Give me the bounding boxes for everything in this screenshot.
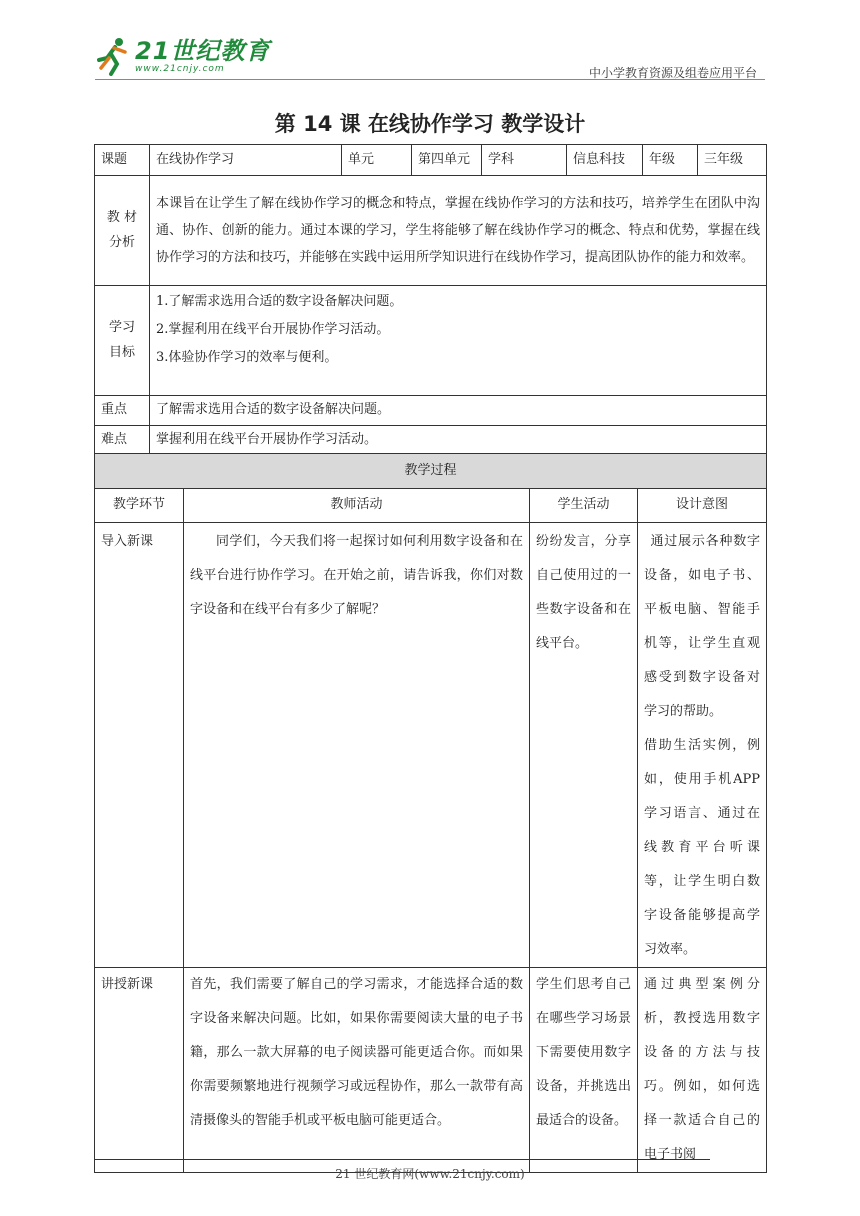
header-stage: 教学环节 <box>95 489 184 523</box>
header-student: 学生活动 <box>530 489 638 523</box>
intent-cell: 通过典型案例分析，教授选用数字设备的方法与技巧。例如，如何选择一款适合自己的电子书阅 <box>638 968 767 1173</box>
footer-text: 21 世纪教育网(www.21cnjy.com) <box>335 1167 525 1181</box>
unit-value: 第四单元 <box>412 145 482 176</box>
logo-text: 21世纪教育 <box>135 36 271 65</box>
topic-value: 在线协作学习 <box>150 145 342 176</box>
logo <box>95 34 270 78</box>
student-cell: 纷纷发言，分享自己使用过的一些数字设备和在线平台。 <box>530 523 638 968</box>
intent-cell: 通过展示各种数字设备，如电子书、平板电脑、智能手机等，让学生直观感受到数字设备对学习的帮助。 借助生活实例，例如，使用手机APP学习语言、通过在线教育平台听课等，让学生明白数字设备能够提高学习效率。 <box>638 523 767 968</box>
process-title: 教学过程 <box>95 454 767 489</box>
difficulty-text: 掌握利用在线平台开展协作学习活动。 <box>150 426 767 455</box>
logo-url: www.21cnjy.com <box>135 63 225 74</box>
document-title: 第 14 课 在线协作学习 教学设计 <box>274 112 586 136</box>
footer-divider <box>95 1159 710 1160</box>
header-divider <box>95 79 765 80</box>
info-table <box>94 144 767 455</box>
grade-value: 三年级 <box>698 145 767 176</box>
process-table <box>94 453 767 1173</box>
unit-label: 单元 <box>342 145 412 176</box>
header-teacher: 教师活动 <box>184 489 530 523</box>
key-point-text: 了解需求选用合适的数字设备解决问题。 <box>150 396 767 426</box>
subject-value: 信息科技 <box>567 145 643 176</box>
stage-cell: 讲授新课 <box>95 968 184 1173</box>
topic-label: 课题 <box>95 145 150 176</box>
stage-cell: 导入新课 <box>95 523 184 968</box>
runner-logo-icon <box>95 36 131 76</box>
teacher-cell: 首先，我们需要了解自己的学习需求，才能选择合适的数字设备来解决问题。比如，如果你需要阅读大量的电子书籍，那么一款大屏幕的电子阅读器可能更适合你。而如果你需要频繁地进行视频学习或远程协作，那么一款带有高清摄像头的智能手机或平板电脑可能更适合。 <box>184 968 530 1173</box>
student-cell: 学生们思考自己在哪些学习场景下需要使用数字设备，并挑选出最适合的设备。 <box>530 968 638 1173</box>
analysis-text: 本课旨在让学生了解在线协作学习的概念和特点，掌握在线协作学习的方法和技巧，培养学生在团队中沟通、协作、创新的能力。通过本课的学习，学生将能够了解在线协作学习的概念、特点和优势，掌握在线协作学习的方法和技巧，并能够在实践中运用所学知识进行在线协作学习，提高团队协作的能力和效率。 <box>150 176 767 286</box>
header-intent: 设计意图 <box>638 489 767 523</box>
analysis-label: 教 材 分析 <box>95 176 150 286</box>
subject-label: 学科 <box>482 145 567 176</box>
page-header <box>95 30 765 80</box>
key-point-label: 重点 <box>95 396 150 426</box>
difficulty-label: 难点 <box>95 426 150 455</box>
platform-name: 中小学教育资源及组卷应用平台 <box>588 66 757 80</box>
table-row <box>95 523 767 968</box>
grade-label: 年级 <box>643 145 698 176</box>
goals-list <box>150 286 767 396</box>
goal-item: 1.了解需求选用合适的数字设备解决问题。 <box>156 294 403 309</box>
goal-item: 3.体验协作学习的效率与便利。 <box>156 350 338 365</box>
table-row <box>95 968 767 1173</box>
goal-item: 2.掌握利用在线平台开展协作学习活动。 <box>156 322 390 337</box>
teacher-cell: 同学们，今天我们将一起探讨如何利用数字设备和在线平台进行协作学习。在开始之前，请告诉我，你们对数字设备和在线平台有多少了解呢？ <box>184 523 530 968</box>
goals-label: 学习 目标 <box>95 286 150 396</box>
